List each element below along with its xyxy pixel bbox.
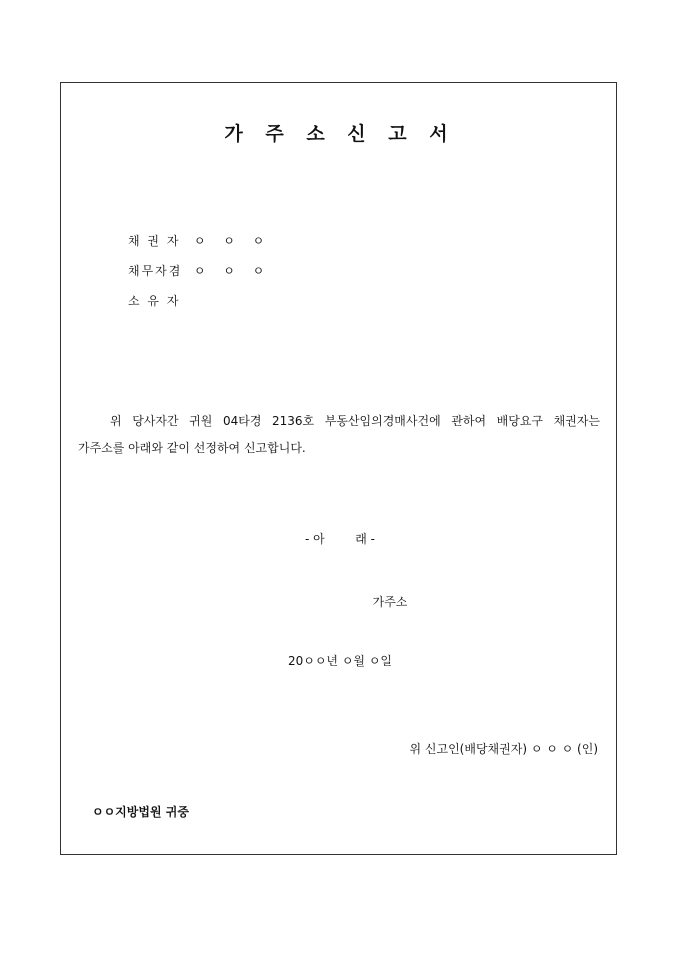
court-addressee: ㅇㅇ지방법원 귀중 <box>92 805 189 819</box>
party-value: ㅇ ㅇ ㅇ <box>193 234 272 248</box>
notice-heading: - 아 래 - <box>305 532 375 546</box>
party-label: 채무자겸 <box>128 264 183 278</box>
date-line: 20ㅇㅇ년 ㅇ월 ㅇ일 <box>287 654 393 668</box>
document-title: 가 주 소 신 고 서 <box>224 123 456 145</box>
body-paragraph <box>78 408 600 462</box>
signature-line: 위 신고인(배당채권자) ㅇ ㅇ ㅇ (인) <box>409 742 598 756</box>
party-value: ㅇ ㅇ ㅇ <box>193 264 272 278</box>
party-label: 소 유 자 <box>128 294 181 308</box>
party-creditor <box>128 232 271 249</box>
body-line-1: 위 당사자간 귀원 04타경 2136호 부동산임의경매사건에 관하여 배당요구 채권자는 <box>110 414 600 428</box>
body-line-2: 가주소를 아래와 같이 선정하여 신고합니다. <box>78 441 306 455</box>
party-owner <box>128 292 190 309</box>
party-debtor <box>128 262 271 279</box>
party-label: 채 권 자 <box>128 234 181 248</box>
address-label: 가주소 <box>372 595 408 609</box>
